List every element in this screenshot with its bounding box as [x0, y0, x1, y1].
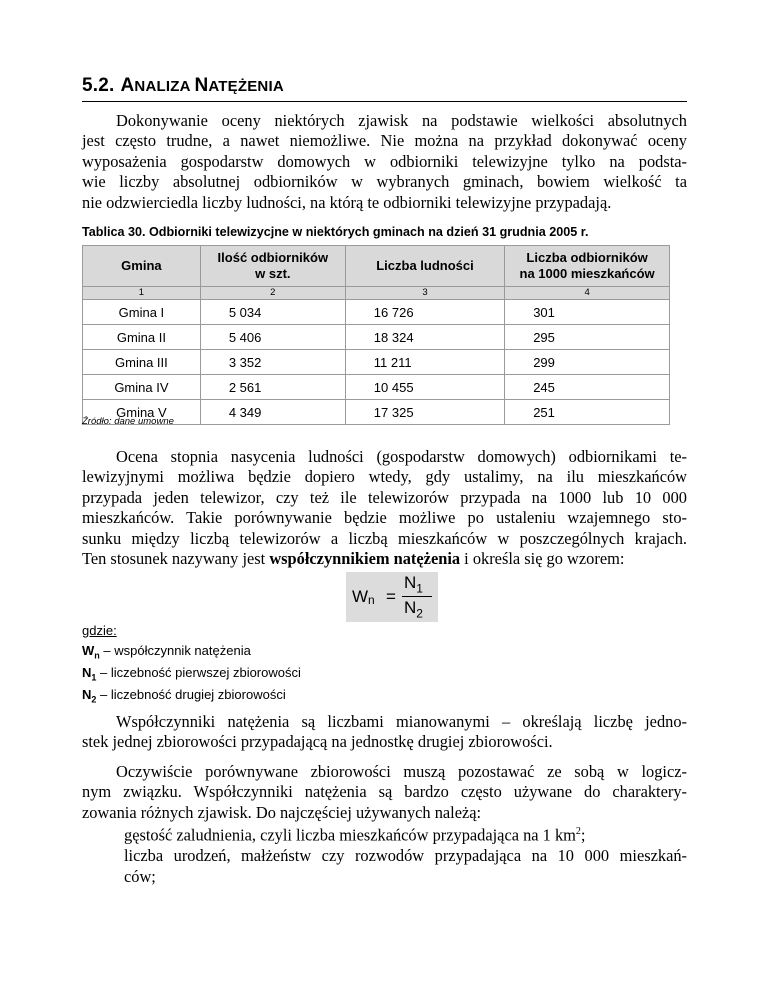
section-title-part: NALIZA	[134, 78, 195, 95]
section-title-part: A	[120, 75, 135, 96]
table-cell: 251	[505, 400, 670, 425]
table-cell: 18 324	[345, 325, 504, 350]
table-cell: 10 455	[345, 375, 504, 400]
section-number: 5.2.	[82, 75, 115, 96]
text-run: Ten stosunek nazywany jest	[82, 548, 270, 568]
column-header	[200, 246, 345, 287]
section-heading	[82, 75, 687, 102]
text-line: Współczynniki natężenia są liczbami mianowanymi – określają liczbę jedno-	[116, 712, 687, 731]
text-line: nym związku. Współczynniki natężenia są bardzo często używane do charaktery-	[82, 782, 687, 802]
table-cell: Gmina III	[83, 350, 201, 375]
text-line: wyposażenia gospodarstw domowych w odbiorniki telewizyjne tylko na podsta-	[82, 151, 687, 171]
text-line: liczba urodzeń, małżeństw czy rozwodów przypadająca na 10 000 mieszkań-	[124, 846, 687, 866]
text-line: mieszkańców. Takie porównywanie będzie możliwe po ustaleniu wzajemnego sto-	[82, 508, 687, 528]
symbol-subscript: 1	[91, 672, 97, 683]
paragraph-intro	[82, 111, 687, 213]
data-table	[82, 245, 670, 425]
text-line: Ocena stopnia nasycenia ludności (gospodarstw domowych) odbiornikami te-	[116, 447, 687, 466]
table-cell: Gmina IV	[83, 375, 201, 400]
paragraph-usage	[82, 762, 687, 823]
text-line: sunku między liczbą telewizorów a liczbą mieszkańców w poszczególnych krajach.	[82, 528, 687, 548]
section-title-part: ATĘŻENIA	[208, 78, 284, 95]
column-number: 4	[505, 287, 670, 300]
table-cell: 5 034	[200, 300, 345, 325]
text-line: wie liczby absolutnej odbiorników w wybranych gminach, bowiem wielkość ta	[82, 172, 687, 192]
formula-subscript: 1	[416, 581, 423, 596]
column-header	[505, 246, 670, 287]
formula-symbol: N	[404, 598, 417, 617]
formula-symbol: W	[352, 587, 369, 606]
paragraph-definition	[82, 447, 687, 569]
definition-symbol	[82, 643, 100, 661]
table-cell: 3 352	[200, 350, 345, 375]
definition-list	[82, 643, 301, 709]
text-line: Dokonywanie oceny niektórych zjawisk na podstawie wielkości absolutnych	[116, 111, 687, 130]
column-header	[83, 246, 201, 287]
fraction-bar	[402, 596, 432, 597]
formula-equals: =	[386, 587, 396, 606]
definition-text: – liczebność pierwszej zbiorowości	[96, 665, 301, 680]
table-cell: 301	[505, 300, 670, 325]
text-run: gęstość zaludnienia, czyli liczba mieszkańców przypadająca na 1 km	[124, 825, 576, 845]
text-line: stek jednej zbiorowości przypadającą na jednostkę drugiej zbiorowości.	[82, 732, 553, 752]
header-text: Gmina	[121, 258, 162, 273]
header-text: Liczba odbiorników na 1000 mieszkańców	[519, 250, 655, 281]
definition-item	[82, 643, 301, 665]
symbol-letter: N	[82, 687, 92, 702]
table-cell: 17 325	[345, 400, 504, 425]
table-cell: 5 406	[200, 325, 345, 350]
text-line	[82, 549, 687, 569]
table-source: Źródło: dane umowne	[82, 416, 174, 427]
table-cell: 4 349	[200, 400, 345, 425]
table-cell: 245	[505, 375, 670, 400]
text-line: nie odzwierciedla liczby ludności, na którą te odbiorniki telewizyjne przypadają.	[82, 192, 612, 212]
text-line: jest często trudne, a nawet niemożliwe. Nie można na przykład dokonywać oceny	[82, 131, 687, 151]
term-bold: współczynnikiem natężenia	[269, 548, 461, 568]
definition-item	[82, 665, 301, 687]
indicator-list	[124, 822, 687, 887]
table-row	[83, 375, 670, 400]
formula-symbol: N	[404, 573, 417, 592]
table-cell: 2 561	[200, 375, 345, 400]
where-label: gdzie:	[82, 623, 117, 638]
text-run: i określa się go wzorem:	[460, 548, 625, 568]
table-cell: Gmina V	[83, 400, 201, 425]
definition-text: – współczynnik natężenia	[99, 643, 251, 658]
table-cell: 16 726	[345, 300, 504, 325]
list-item	[124, 846, 687, 887]
table-cell: Gmina I	[83, 300, 201, 325]
text-line	[124, 822, 687, 845]
symbol-letter: W	[82, 643, 95, 658]
superscript: 2	[575, 826, 581, 837]
column-header	[345, 246, 504, 287]
header-text: Liczba ludności	[376, 258, 474, 273]
formula-box	[346, 572, 438, 622]
table-caption: Tablica 30. Odbiorniki telewizycjne w niektórych gminach na dzień 31 grudnia 2005 r.	[82, 225, 589, 239]
header-text: Ilość odbiorników w szt.	[217, 250, 329, 281]
definition-symbol	[82, 687, 97, 705]
text-line: lewizyjnymi możliwa będzie dopiero wtedy, gdy ustalimy, na ilu mieszkańców	[82, 467, 687, 487]
formula-subscript: n	[368, 593, 375, 607]
table-row	[83, 325, 670, 350]
table-cell: 299	[505, 350, 670, 375]
table-cell: 295	[505, 325, 670, 350]
table-row	[83, 300, 670, 325]
symbol-letter: N	[82, 665, 92, 680]
column-number: 1	[83, 287, 201, 300]
definition-item	[82, 687, 301, 709]
text-line: Oczywiście porównywane zbiorowości muszą pozostawać ze sobą w logicz-	[116, 762, 687, 781]
symbol-subscript: n	[94, 650, 100, 661]
text-run: ;	[580, 825, 586, 845]
formula-denominator	[404, 598, 423, 620]
table-row	[83, 350, 670, 375]
column-number: 2	[200, 287, 345, 300]
paragraph-units	[82, 712, 687, 753]
formula-numerator	[404, 573, 423, 595]
section-title-part: N	[194, 75, 209, 96]
definition-text: – liczebność drugiej zbiorowości	[96, 687, 286, 702]
text-line: przypada jeden telewizor, czy też ile telewizorów przypada na 1000 lub 10 000	[82, 487, 687, 507]
symbol-subscript: 2	[91, 694, 97, 705]
column-number: 3	[345, 287, 504, 300]
text-line: ców;	[124, 866, 156, 886]
definition-symbol	[82, 665, 97, 683]
list-item	[124, 822, 687, 845]
text-line: zowania różnych zjawisk. Do najczęściej używanych należą:	[82, 802, 482, 822]
formula-lhs	[352, 587, 375, 607]
table-cell: Gmina II	[83, 325, 201, 350]
table-cell: 11 211	[345, 350, 504, 375]
formula-subscript: 2	[416, 606, 423, 621]
